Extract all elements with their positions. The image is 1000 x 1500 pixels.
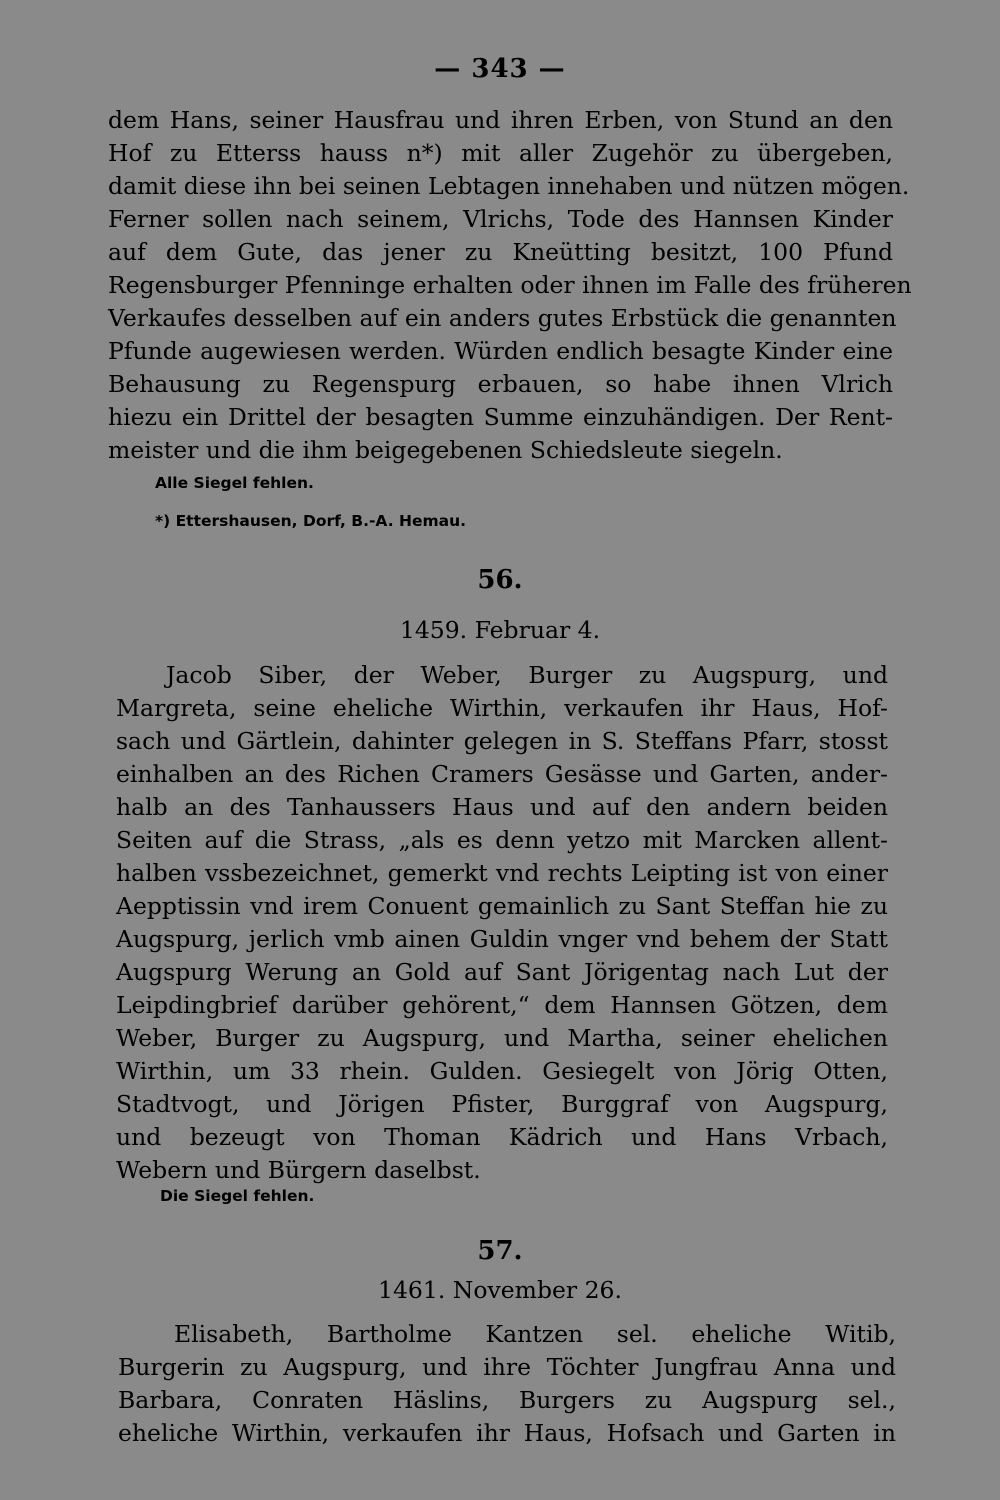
text-line: Ferner sollen nach seinem, Vlrichs, Tode des Hannsen Kinder (108, 205, 893, 233)
document-paragraph (116, 659, 888, 1187)
text-line: Pfunde augewiesen werden. Würden endlich besagte Kinder eine (108, 337, 893, 365)
text-line: dem Hans, seiner Hausfrau und ihren Erben, von Stund an den (108, 106, 893, 134)
text-line: Leipdingbrief darüber gehörent,“ dem Hannsen Götzen, dem (116, 991, 888, 1019)
text-line: Seiten auf die Strass, „als es denn yetzo mit Marcken allent- (116, 826, 888, 854)
seal-note: Die Siegel fehlen. (160, 1187, 315, 1205)
text-line: halben vssbezeichnet, gemerkt vnd rechts Leipting ist von einer (116, 859, 888, 887)
text-line: und bezeugt von Thoman Kädrich und Hans Vrbach, (116, 1123, 888, 1151)
text-line: hiezu ein Drittel der besagten Summe einzuhändigen. Der Rent- (108, 403, 893, 431)
text-line: Jacob Siber, der Weber, Burger zu Augspurg, und (166, 661, 888, 689)
text-line: Weber, Burger zu Augspurg, und Martha, seiner ehelichen (116, 1024, 888, 1052)
text-line: Wirthin, um 33 rhein. Gulden. Gesiegelt von Jörig Otten, (116, 1057, 888, 1085)
text-line: Regensburger Pfenninge erhalten oder ihnen im Falle des früheren (108, 271, 912, 299)
text-line: Burgerin zu Augspurg, und ihre Töchter Jungfrau Anna und (118, 1353, 896, 1381)
page-number: — 343 — (434, 54, 566, 84)
text-line: damit diese ihn bei seinen Lebtagen innehaben und nützen mögen. (108, 172, 910, 200)
text-line: Aepptissin vnd irem Conuent gemainlich zu Sant Steffan hie zu (116, 892, 888, 920)
seal-note: Alle Siegel fehlen. (155, 474, 314, 492)
document-paragraph (118, 1318, 896, 1450)
document-number: 56. (477, 565, 523, 595)
text-line: Margreta, seine eheliche Wirthin, verkaufen ihr Haus, Hof- (116, 694, 888, 722)
footnote: *) Ettershausen, Dorf, B.-A. Hemau. (155, 512, 467, 530)
text-line: Behausung zu Regenspurg erbauen, so habe ihnen Vlrich (108, 370, 893, 398)
document-date: 1459. Februar 4. (399, 616, 601, 644)
text-line: Verkaufes desselben auf ein anders gutes Erbstück die genannten (108, 304, 897, 332)
text-line: Elisabeth, Bartholme Kantzen sel. eheliche Witib, (174, 1320, 896, 1348)
text-line: Hof zu Etterss hauss n*) mit aller Zugehör zu übergeben, (108, 139, 893, 167)
text-line: sach und Gärtlein, dahinter gelegen in S. Steffans Pfarr, stosst (116, 727, 888, 755)
text-line: eheliche Wirthin, verkaufen ihr Haus, Hofsach und Garten in (118, 1419, 896, 1447)
text-line: Augspurg, jerlich vmb ainen Guldin vnger vnd behem der Statt (116, 925, 888, 953)
continued-paragraph (108, 104, 912, 467)
text-line: halb an des Tanhaussers Haus und auf den andern beiden (116, 793, 888, 821)
text-line: Barbara, Conraten Häslins, Burgers zu Augspurg sel., (118, 1386, 896, 1414)
text-line: einhalben an des Richen Cramers Gesässe und Garten, ander- (116, 760, 888, 788)
text-line: Augspurg Werung an Gold auf Sant Jörigentag nach Lut der (116, 958, 888, 986)
text-line: meister und die ihm beigegebenen Schiedsleute siegeln. (108, 436, 783, 464)
text-line: auf dem Gute, das jener zu Kneütting besitzt, 100 Pfund (108, 238, 893, 266)
document-date: 1461. November 26. (378, 1276, 622, 1304)
document-number: 57. (477, 1236, 523, 1266)
text-line: Stadtvogt, und Jörigen Pfister, Burggraf von Augspurg, (116, 1090, 888, 1118)
text-line: Webern und Bürgern daselbst. (116, 1156, 481, 1184)
